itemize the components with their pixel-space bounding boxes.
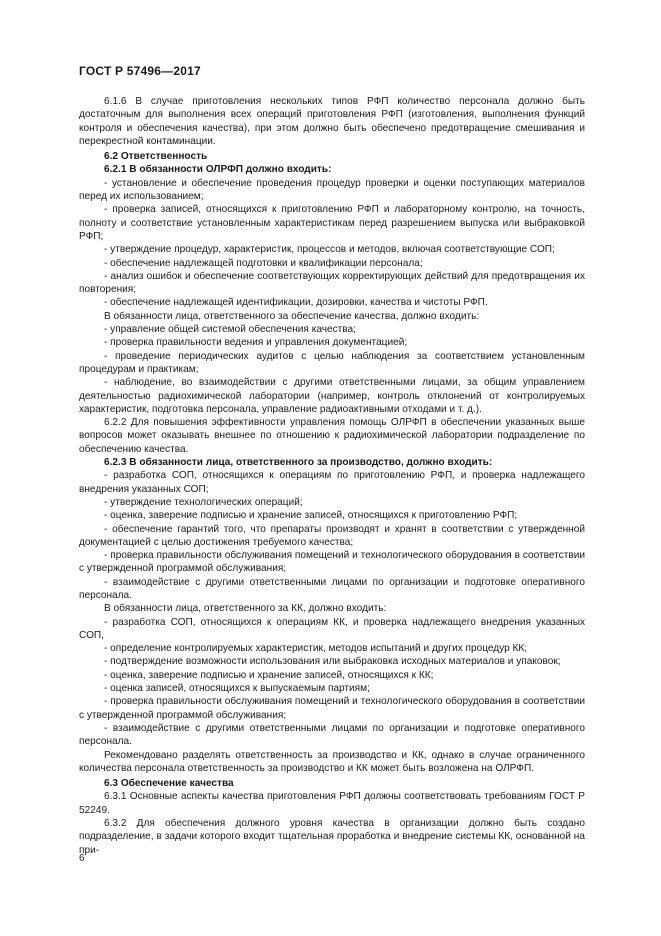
list-item: - проведение периодических аудитов с целью наблюдения за соответствием установленным процедурам и практикам; [79, 350, 585, 375]
paragraph-6-2-2: 6.2.2 Для повышения эффективности управления помощь ОЛРФП в обеспечении указанных выше вопросов может оказывать внешнее по отношению к радиохимической лаборатории подразделение по обеспечению качества. [79, 417, 585, 455]
list-item: - взаимодействие с другими ответственными лицами по организации и подготовке оперативного персонала. [79, 576, 585, 601]
list-item: - утверждение процедур, характеристик, процессов и методов, включая соответствующие СОП; [104, 244, 555, 256]
list-item: - анализ ошибок и обеспечение соответствующих корректирующих действий для предотвращения их повторения; [79, 270, 585, 296]
paragraph-6-1-6: 6.1.6 В случае приготовления нескольких типов РФП количество персонала должно быть достаточным для выполнения всех операций приготовления РФП (изготовления, выполнения функций контроля и обеспечения качества), при этом должно быть обеспечено предотвращение смешивания и перекрестной контаминации. [79, 96, 585, 147]
paragraph-6-3-1: 6.3.1 Основные аспекты качества приготовления РФП должны соответствовать требованиям ГОСТ Р 52249. [79, 791, 585, 816]
document-header: ГОСТ Р 57496—2017 [79, 64, 201, 78]
list-item: - оценка, заверение подписью и хранение записей, относящихся к приготовлению РФП; [104, 510, 518, 522]
document-body [79, 95, 585, 857]
list-item: - проверка правильности обслуживания помещений и технологического оборудования в соответствии с утвержденной программой обслуживания; [79, 696, 585, 721]
paragraph-recommendation: Рекомендовано разделять ответственность за производство и КК, однако в случае ограниченного количества персонала ответственность за производство и КК может быть возложена на ОЛРФП. [79, 749, 585, 774]
list-item: - подтверждение возможности использования или выбраковка исходных материалов и упаковок; [104, 656, 561, 668]
list-item: - определение контролируемых характеристик, методов испытаний и других процедур КК; [104, 643, 528, 655]
list-item: - взаимодействие с другими ответственными лицами по организации и подготовке оперативного персонала. [79, 722, 585, 748]
section-heading-6-2: 6.2 Ответственность [104, 151, 208, 163]
list-item: - управление общей системой обеспечения качества; [104, 324, 356, 336]
list-item: - проверка правильности обслуживания помещений и технологического оборудования в соответствии с утвержденной программой обслуживания; [79, 550, 585, 575]
list-item: - наблюдение, во взаимодействии с другими ответственными лицами, за общим управлением деятельностью радиохимической лаборатории (например, контроль отклонений от контролируемых характеристик, подготовка персонала, управление радиоактивными отходами и т. д.). [79, 377, 585, 415]
list-item: - оценка, заверение подписью и хранение записей, относящихся к КК; [104, 669, 434, 681]
list-item: - обеспечение надлежащей подготовки и квалификации персонала; [104, 257, 423, 269]
paragraph-6-3-2: 6.3.2 Для обеспечения должного уровня качества в организации должно быть создано подразделение, в задачи которого входит тщательная проработка и внедрение системы КК, основанной на при- [79, 818, 585, 856]
paragraph-qa-duties: В обязанности лица, ответственного за обеспечение качества, должно входить: [104, 310, 480, 322]
page-number: 6 [79, 853, 85, 864]
list-item: - оценка записей, относящихся к выпускаемым партиям; [104, 683, 370, 695]
list-item: - разработка СОП, относящихся к операциям КК, и проверка надлежащего внедрения указанных СОП, [79, 616, 585, 641]
list-item: - установление и обеспечение проведения процедур проверки и оценки поступающих материалов перед их использованием; [79, 177, 585, 203]
paragraph-6-2-3: 6.2.3 В обязанности лица, ответственного за производство, должно входить: [104, 457, 493, 469]
paragraph-qc-duties: В обязанности лица, ответственного за КК, должно входить: [104, 603, 387, 615]
list-item: - проверка правильности ведения и управления документацией; [104, 337, 408, 349]
list-item: - разработка СОП, относящихся к операциям по приготовлению РФП, и проверка надлежащего внедрения указанных СОП; [79, 470, 585, 495]
list-item: - проверка записей, относящихся к приготовлению РФП и лабораторному контролю, на точность, полноту и соответствие установленным характеристикам перед разрешением выпуска или выбраковкой РФП; [79, 204, 585, 242]
list-item: - обеспечение надлежащей идентификации, дозировки, качества и чистоты РФП. [104, 297, 488, 309]
paragraph-6-2-1: 6.2.1 В обязанности ОЛРФП должно входить: [104, 164, 332, 176]
list-item: - утверждение технологических операций; [104, 496, 303, 508]
section-heading-6-3: 6.3 Обеспечение качества [104, 778, 234, 790]
list-item: - обеспечение гарантий того, что препараты производят и хранят в соответствии с утвержденной документацией с целью достижения требуемого качества; [79, 523, 585, 548]
